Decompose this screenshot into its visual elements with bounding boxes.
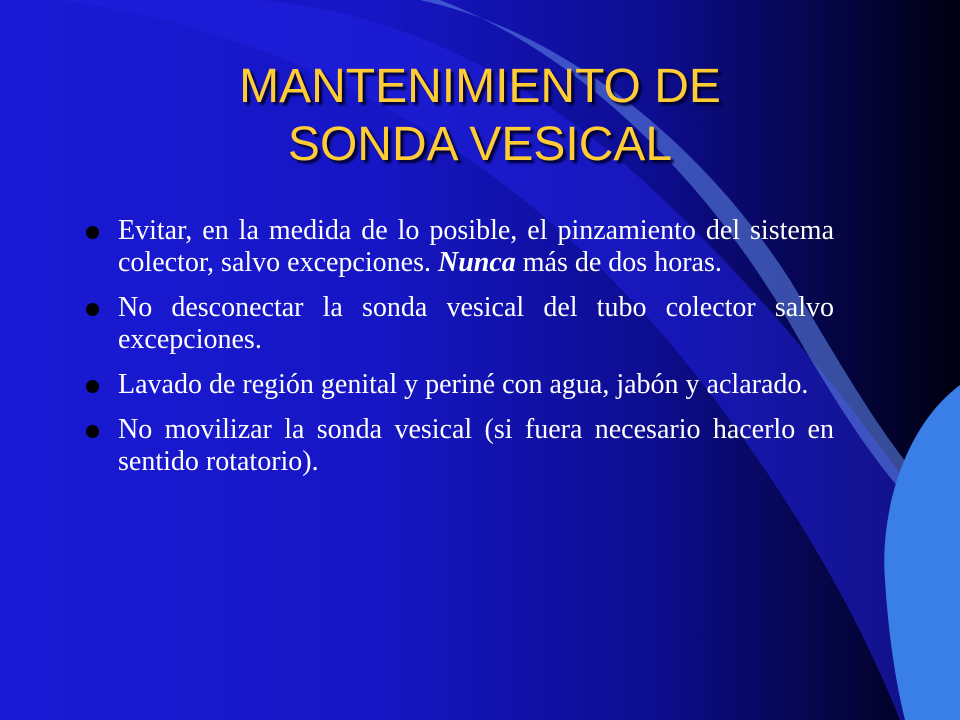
bullet-item-3: [84, 369, 834, 401]
slide-title: [120, 58, 840, 174]
title-line-2: SONDA VESICAL: [287, 118, 673, 171]
bullet-dot-icon: [86, 303, 99, 316]
bullet-1-emphasis: Nunca: [437, 247, 516, 278]
bullet-3-text: Lavado de región genital y periné con agua, jabón y aclarado.: [118, 369, 809, 400]
bullet-dot-icon: [86, 425, 99, 438]
bullet-item-4: [84, 414, 834, 478]
title-line-1: MANTENIMIENTO DE: [239, 60, 721, 113]
curve-accent-shape: [884, 385, 960, 720]
bullet-item-2: [84, 292, 834, 356]
bullet-dot-icon: [86, 380, 99, 393]
bullet-item-1: [84, 215, 834, 279]
bullet-1-text-before: Evitar, en la medida de lo posible, el pinzamiento del sistema colector, salvo excepciones.: [118, 215, 834, 278]
bullet-dot-icon: [86, 226, 99, 239]
bullet-1-text-after: más de dos horas.: [515, 247, 722, 278]
bullet-2-text: No desconectar la sonda vesical del tubo colector salvo excepciones.: [118, 292, 834, 355]
bullet-list: [84, 215, 834, 491]
bullet-4-text: No movilizar la sonda vesical (si fuera necesario hacerlo en sentido rotatorio).: [118, 414, 834, 477]
